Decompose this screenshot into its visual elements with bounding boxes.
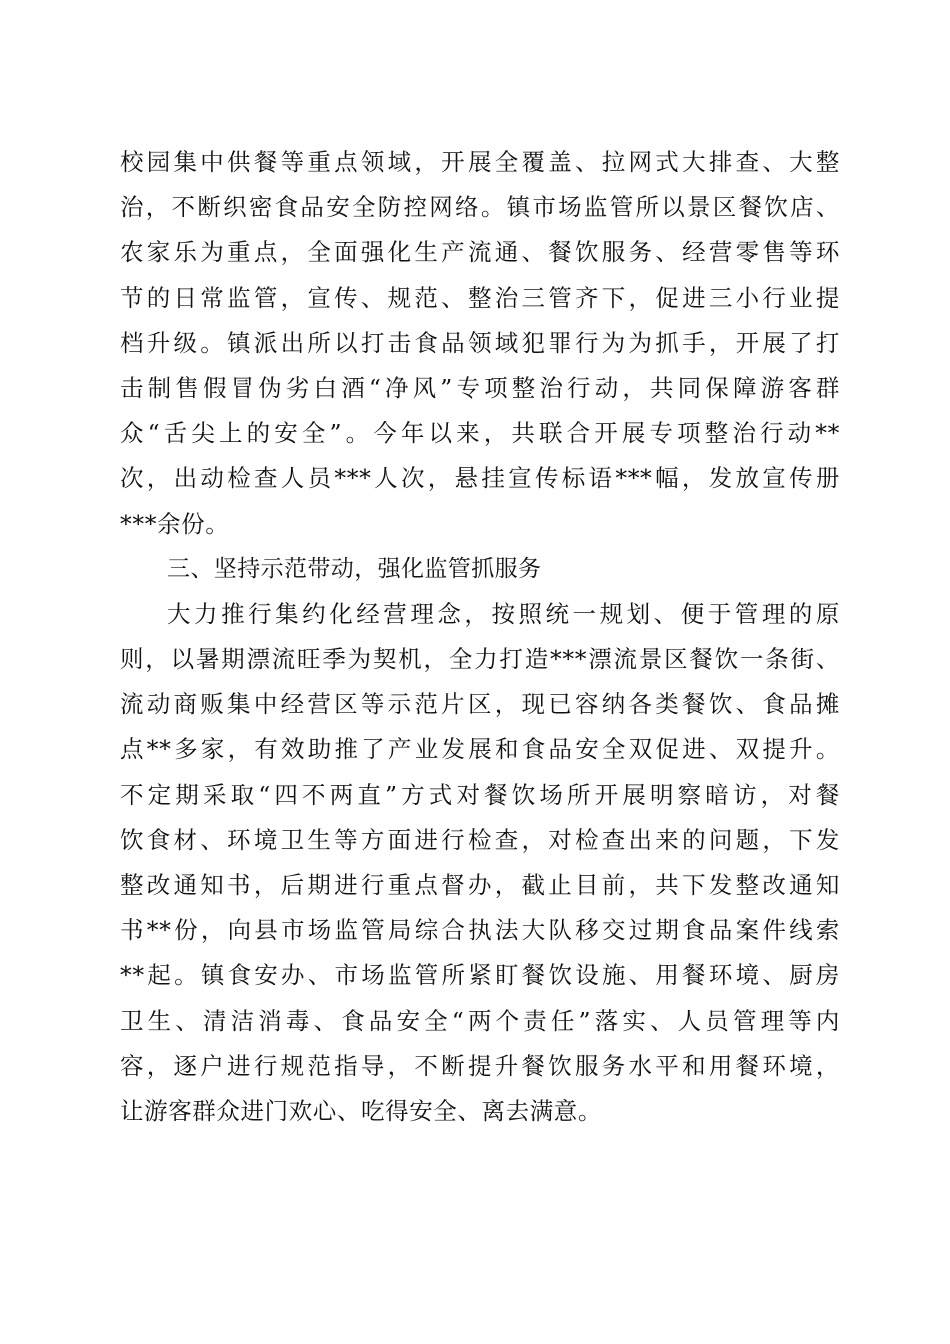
text-line: 农家乐为重点，全面强化生产流通、餐饮服务、经营零售等环 [120,238,840,267]
section-heading: 三、坚持示范带动，强化监管抓服务 [167,555,542,582]
text-line: 流动商贩集中经营区等示范片区，现已容纳各类餐饮、食品摊 [120,690,840,719]
text-line: 次，出动检查人员***人次，悬挂宣传标语***幅，发放宣传册 [120,464,840,493]
text-line: 击制售假冒伪劣白酒“净风”专项整治行动，共同保障游客群 [120,373,840,402]
text-line: **起。镇食安办、市场监管所紧盯餐饮设施、用餐环境、厨房 [120,961,840,990]
section-paragraph [120,592,840,1134]
text-line: 饮食材、环境卫生等方面进行检查，对检查出来的问题，下发 [120,825,840,854]
document-body [120,140,840,1134]
text-line: 校园集中供餐等重点领域，开展全覆盖、拉网式大排查、大整 [120,148,840,176]
text-line: 大力推行集约化经营理念，按照统一规划、便于管理的原 [167,599,840,628]
text-line: 卫生、清洁消毒、食品安全“两个责任”落实、人员管理等内 [120,1006,840,1035]
text-line: 治，不断织密食品安全防控网络。镇市场监管所以景区餐饮店、 [120,193,840,222]
text-line: 档升级。镇派出所以打击食品领域犯罪行为为抓手，开展了打 [120,328,840,357]
text-line: 众“舌尖上的安全”。今年以来，共联合开展专项整治行动** [120,419,840,448]
text-line: 让游客群众进门欢心、吃得安全、离去满意。 [120,1096,602,1125]
paragraph-continued [120,140,840,547]
text-line: 书**份，向县市场监管局综合执法大队移交过期食品案件线索 [120,916,840,945]
text-line: 不定期采取“四不两直”方式对餐饮场所开展明察暗访，对餐 [120,780,840,809]
text-line: 点**多家，有效助推了产业发展和食品安全双促进、双提升。 [120,735,840,764]
text-line: ***余份。 [120,509,230,538]
text-line: 则，以暑期漂流旺季为契机，全力打造***漂流景区餐饮一条街、 [120,645,840,674]
text-line: 节的日常监管，宣传、规范、整治三管齐下，促进三小行业提 [120,283,840,312]
text-line: 整改通知书，后期进行重点督办，截止目前，共下发整改通知 [120,871,840,899]
text-line: 容，逐户进行规范指导，不断提升餐饮服务水平和用餐环境， [120,1051,840,1080]
